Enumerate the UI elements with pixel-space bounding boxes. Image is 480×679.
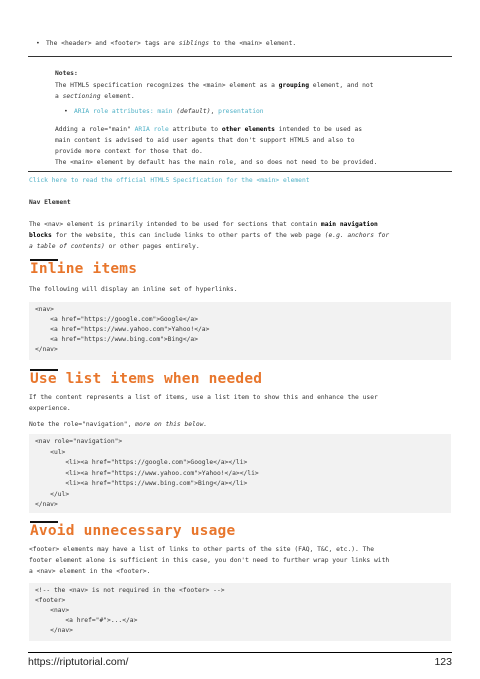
code-block-inline	[29, 302, 451, 360]
code-line: <a href="#">...</a>	[35, 617, 138, 624]
code-block-footer	[29, 583, 451, 641]
bullet-emph: siblings	[178, 40, 210, 47]
bullet-text: The <header> and <footer> tags are	[46, 40, 179, 47]
presentation-link[interactable]: presentation	[218, 108, 264, 115]
heading-use-list-items: Use list items when needed	[30, 371, 263, 387]
bullet-text-end: to the <main> element.	[209, 40, 297, 47]
code-line: </nav>	[35, 627, 73, 634]
notes-paragraph-3: The <main> element by default has the main role, and so does not need to be provided.	[55, 159, 378, 166]
avoid-text: <footer> elements may have a list of links to other parts of the site (FAQ, T&C, etc.). The footer element alone is sufficient in this case, you don't need to further wrap your links with a <nav> element in the <footer>.	[29, 546, 390, 575]
notes-paragraph-1: The HTML5 specification recognizes the <main> element as a grouping element, and not a sectioning element.	[55, 82, 374, 100]
code-line: <nav role="navigation">	[35, 438, 123, 445]
spec-link[interactable]: Click here to read the official HTML5 Specification for the <main> element	[29, 177, 310, 184]
bullet-icon: •	[64, 108, 68, 115]
code-line: <footer>	[35, 597, 66, 604]
footer-rule	[28, 652, 452, 653]
list-note: Note the role="navigation", more on this below.	[29, 421, 208, 428]
code-block-list	[29, 434, 451, 513]
page-number: 123	[434, 656, 452, 668]
code-line: <a href="https://google.com">Google</a>	[35, 316, 199, 323]
heading-avoid-unnecessary-usage: Avoid unnecessary usage	[30, 523, 236, 539]
nav-section-paragraph: The <nav> element is primarily intended to be used for sections that contain main navigation blocks for the website, this can include links to other parts of the web page (e.g. anchors for a table of contents) or other pages entirely.	[29, 221, 390, 250]
bullet-siblings	[36, 38, 456, 49]
inline-text: The following will display an inline set of hyperlinks.	[29, 286, 238, 293]
code-line: </nav>	[35, 346, 58, 353]
code-line: <a href="https://www.bing.com">Bing</a>	[35, 336, 199, 343]
code-line: </ul>	[35, 490, 70, 498]
aria-role-link[interactable]: ARIA role	[134, 126, 169, 133]
footer-url-link[interactable]: https://riptutorial.com/	[28, 656, 129, 668]
code-line: <!-- the <nav> is not required in the <footer> -->	[35, 587, 225, 594]
list-text: If the content represents a list of items, use a list item to show this and enhance the user experience.	[29, 394, 378, 412]
notes-title: Notes:	[55, 70, 78, 77]
bullet-icon: •	[36, 40, 40, 47]
code-line: <nav>	[35, 607, 70, 614]
notes-bottom-rule	[28, 171, 452, 172]
code-line: </nav>	[35, 501, 58, 508]
code-line: <a href="https://www.yahoo.com">Yahoo!</a>	[35, 326, 210, 333]
nav-section-title: Nav Element	[29, 199, 71, 206]
notes-top-rule	[28, 56, 452, 57]
code-line: <li><a href="https://www.yahoo.com">Yahoo!</a></li>	[35, 469, 259, 477]
aria-main-link[interactable]: ARIA role attributes: main	[74, 108, 173, 115]
heading-inline-items: Inline items	[30, 261, 138, 277]
code-line: <nav>	[35, 306, 54, 313]
code-line: <li><a href="https://www.bing.com">Bing</a></li>	[35, 480, 248, 487]
code-line: <li><a href="https://google.com">Google</a></li>	[35, 459, 248, 466]
notes-paragraph-2: Adding a role="main" ARIA role attribute to other elements intended to be used as main content is advised to aid user agents that don't support HTML5 and also to provide more context for those that do.	[55, 126, 363, 155]
notes-aria-bullet: • ARIA role attributes: main (default), presentation	[64, 108, 264, 115]
code-line: <ul>	[35, 448, 66, 456]
